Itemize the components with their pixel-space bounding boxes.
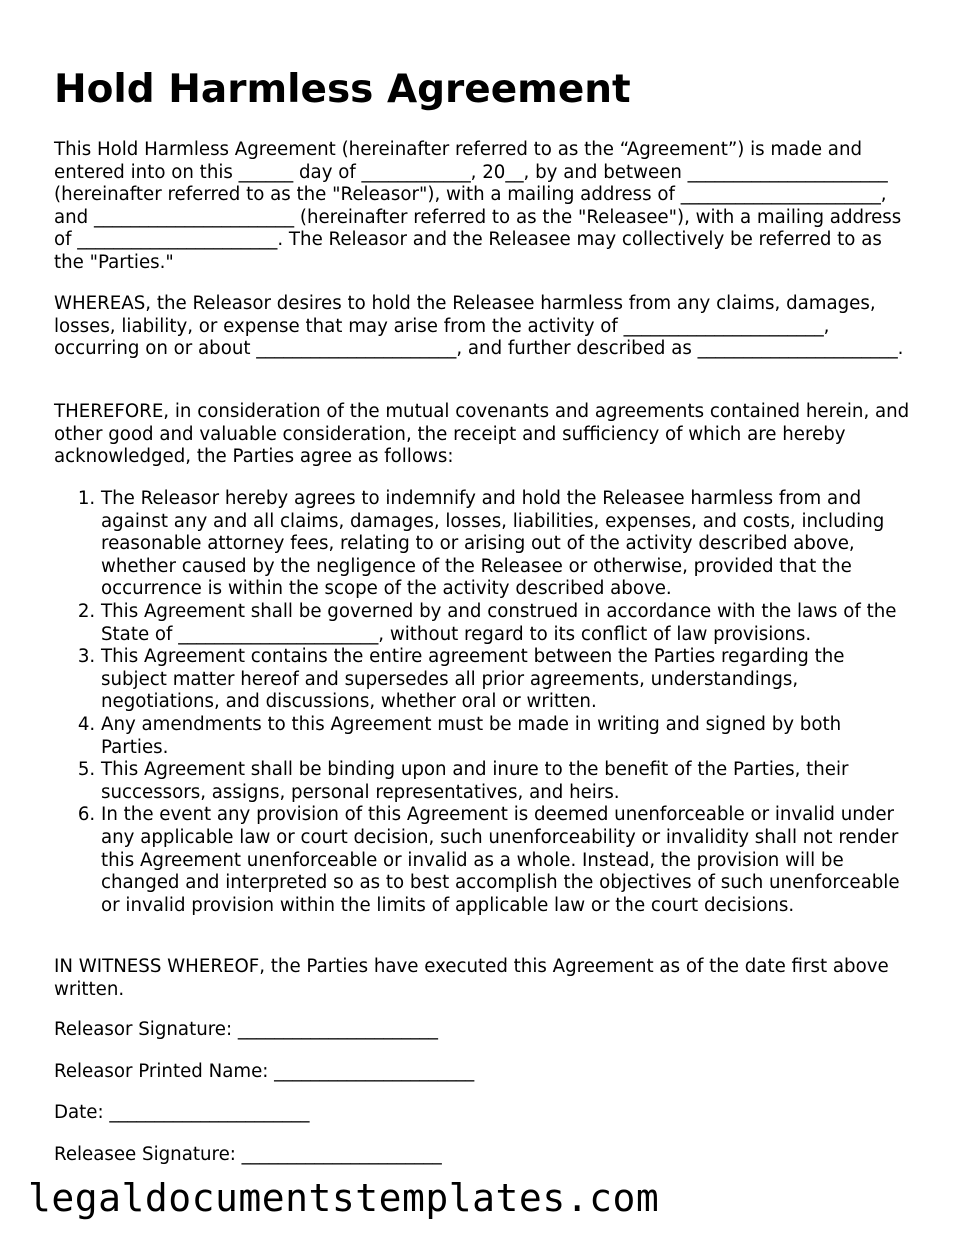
term-item-1: 1. The Releasor hereby agrees to indemnify and hold the Releasee harmless from and against any and all claims, damages, losses, liabilities, expenses, and costs, including reasonable attorney fees, relating to or arising out of the activity described above, whether caused by the negligence of the Releasee or otherwise, provided that the occurrence is within the scope of the activity described above. <box>101 488 914 601</box>
term-item-4: 4. Any amendments to this Agreement must be made in writing and signed by both Parties. <box>101 714 914 759</box>
term-item-2: 2. This Agreement shall be governed by and construed in accordance with the laws of the State of ______________________, without regard to its conflict of law provisions. <box>101 601 914 646</box>
releasor-printed-name-line: Releasor Printed Name: ______________________ <box>54 1061 475 1082</box>
terms-list <box>54 488 914 917</box>
witness-paragraph: IN WITNESS WHEREOF, the Parties have executed this Agreement as of the date first above written. <box>54 956 889 1000</box>
intro-paragraph: This Hold Harmless Agreement (hereinafter referred to as the “Agreement”) is made and entered into on this ______ day of ____________, 20__, by and between ______________________ (hereinafter referred to as the "Releasor"), with a mailing address of ______________________, and ______________________ (hereinafter referred to as the "Releasee"), with a mailing address of ______________________. The Releasor and the Releasee may collectively be referred to as the "Parties." <box>54 139 902 273</box>
term-item-3: 3. This Agreement contains the entire agreement between the Parties regarding the subject matter hereof and supersedes all prior agreements, understandings, negotiations, and discussions, whether oral or written. <box>101 646 914 714</box>
whereas-paragraph: WHEREAS, the Releasor desires to hold the Releasee harmless from any claims, damages, losses, liability, or expense that may arise from the activity of ______________________, occurring on or about ______________________, and further described as ______________________. <box>54 293 904 360</box>
term-item-6: 6. In the event any provision of this Agreement is deemed unenforceable or invalid under any applicable law or court decision, such unenforceability or invalidity shall not render this Agreement unenforceable or invalid as a whole. Instead, the provision will be changed and interpreted so as to best accomplish the objectives of such unenforceable or invalid provision within the limits of applicable law or the court decisions. <box>101 804 914 917</box>
site-watermark: legaldocumentstemplates.com <box>28 1176 660 1220</box>
date-line: Date: ______________________ <box>54 1102 310 1123</box>
releasor-signature-line: Releasor Signature: ______________________ <box>54 1019 438 1040</box>
releasee-signature-line: Releasee Signature: ______________________ <box>54 1144 442 1165</box>
document-title: Hold Harmless Agreement <box>54 67 631 112</box>
therefore-paragraph: THEREFORE, in consideration of the mutual covenants and agreements contained herein, and other good and valuable consideration, the receipt and sufficiency of which are hereby acknowledged, the Parties agree as follows: <box>54 401 910 468</box>
term-item-5: 5. This Agreement shall be binding upon and inure to the benefit of the Parties, their successors, assigns, personal representatives, and heirs. <box>101 759 914 804</box>
